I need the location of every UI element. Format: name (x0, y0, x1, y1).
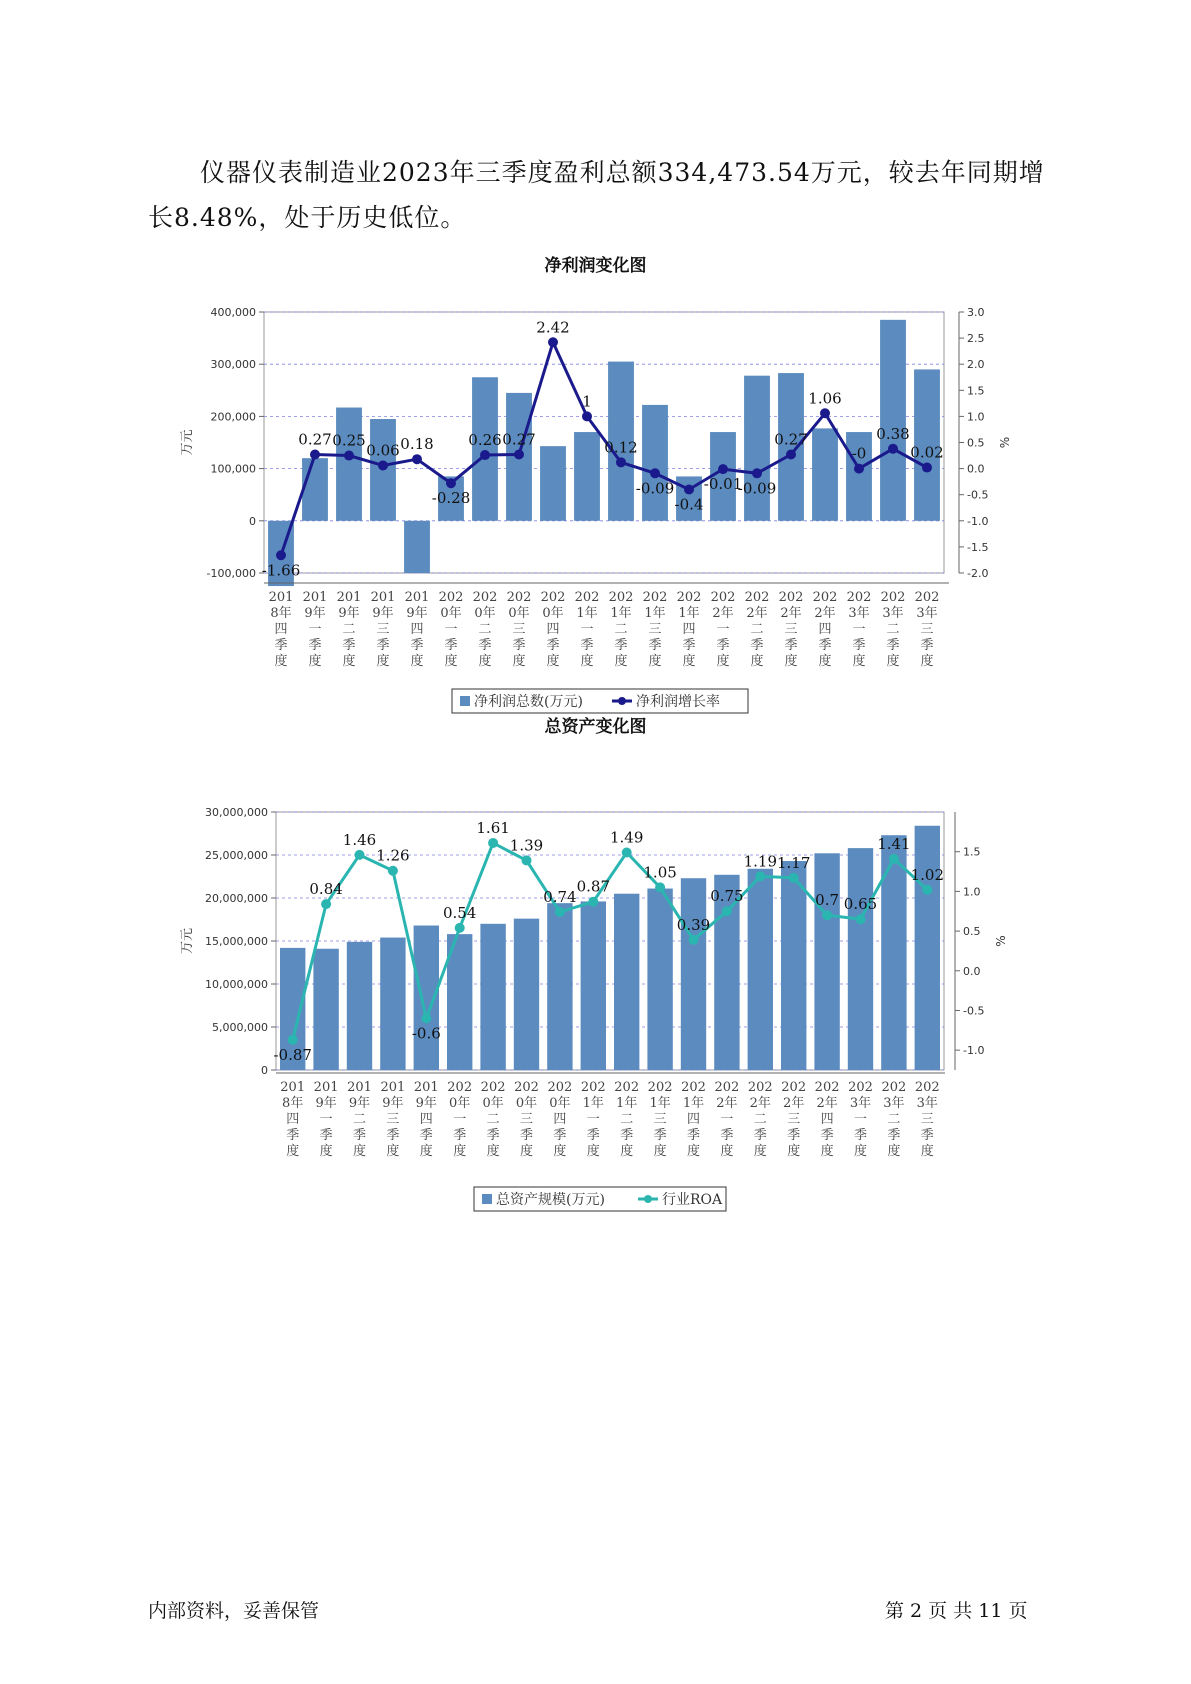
data-label-13: 0.39 (676, 915, 711, 934)
y-tick-label: 20,000,000 (205, 892, 268, 905)
data-label-1: -0.87 (273, 1045, 312, 1064)
data-label-6: 0.54 (442, 903, 477, 922)
legend-line-label: 净利润增长率 (636, 694, 720, 710)
x-tick-label-12: 202 1年三季度 (647, 1080, 673, 1159)
line-point-15 (755, 871, 765, 881)
data-label-3: 1.46 (342, 830, 377, 849)
y2-tick-label: 0.0 (963, 964, 981, 978)
line-point-14 (722, 906, 732, 916)
line-point-16 (789, 873, 799, 883)
bar-2 (313, 949, 338, 1070)
data-label-15: 1.19 (743, 852, 778, 871)
y-tick-label: 0 (261, 1064, 268, 1077)
data-label-12: -0.09 (635, 479, 675, 498)
line-point-19 (889, 854, 899, 864)
bar-3 (347, 942, 372, 1070)
y-tick-label: 300,000 (210, 358, 256, 372)
data-label-18: -0 (851, 444, 867, 463)
x-tick-label-14: 202 2年一季度 (710, 590, 736, 669)
y2-tick-label: 0.5 (963, 925, 981, 939)
y2-tick-label: 1.5 (967, 384, 985, 398)
data-label-9: 2.42 (536, 318, 570, 337)
bar-13 (681, 878, 706, 1070)
bar-19 (881, 835, 906, 1070)
y-tick-label: 0 (249, 514, 256, 528)
y2-tick-label: 1.5 (963, 845, 981, 859)
x-tick-label-12: 202 1年三季度 (642, 590, 668, 669)
x-tick-label-11: 202 1年二季度 (608, 590, 634, 669)
line-point-5 (421, 1013, 431, 1023)
data-label-8: 0.27 (502, 430, 536, 449)
data-label-11: 0.12 (604, 438, 638, 457)
data-label-9: 0.74 (543, 888, 577, 907)
data-label-19: 1.41 (877, 834, 911, 853)
line-point-12 (655, 882, 665, 892)
data-label-17: 1.06 (808, 389, 842, 408)
line-point-8 (522, 855, 532, 865)
y-tick-label: 100,000 (210, 462, 256, 476)
y2-tick-label: 0.5 (967, 436, 985, 450)
x-tick-label-13: 202 1年四季度 (681, 1080, 706, 1159)
data-label-10: 1 (582, 392, 592, 411)
legend-bar-label: 总资产规模(万元) (496, 1192, 605, 1208)
x-tick-label-2: 201 9年一季度 (302, 590, 328, 669)
x-tick-label-16: 202 2年三季度 (778, 590, 804, 669)
data-label-2: 0.84 (309, 880, 343, 899)
x-tick-label-13: 202 1年四季度 (676, 590, 702, 669)
y2-axis-title: % (994, 935, 1008, 947)
y2-tick-label: 1.0 (967, 410, 985, 424)
chart1-title: 净利润变化图 (544, 256, 647, 276)
y-tick-label: 400,000 (210, 306, 256, 319)
y2-tick-label: 2.5 (967, 332, 985, 346)
line-point-3 (355, 850, 365, 860)
legend-line-label: 行业ROA (662, 1192, 723, 1208)
x-tick-label-4: 201 9年三季度 (380, 1080, 406, 1159)
y2-tick-label: -0.5 (963, 1004, 985, 1018)
data-label-1: -1.66 (261, 561, 301, 580)
x-tick-label-8: 202 0年三季度 (514, 1080, 539, 1159)
chart2-title: 总资产变化图 (544, 717, 647, 737)
bar-9 (547, 903, 572, 1070)
y-tick-label: 25,000,000 (205, 849, 268, 862)
x-tick-label-3: 201 9年二季度 (336, 590, 362, 669)
data-label-11: 1.49 (609, 828, 644, 847)
report-paragraph: 仪器仪表制造业2023年三季度盈利总额334,473.54万元，较去年同期增长8.48%，处于历史低位。 (148, 158, 1045, 232)
y-axis-title: 万元 (180, 429, 195, 456)
y2-axis-title: % (998, 436, 1012, 449)
data-label-14: -0.01 (703, 475, 743, 494)
bar-16 (781, 861, 806, 1070)
x-tick-label-17: 202 2年四季度 (814, 1080, 840, 1159)
x-tick-label-7: 202 0年二季度 (480, 1080, 506, 1159)
data-label-13: -0.4 (674, 495, 704, 514)
x-tick-label-8: 202 0年三季度 (506, 590, 532, 669)
x-tick-label-10: 202 1年一季度 (574, 590, 600, 669)
y2-tick-label: -1.0 (963, 1044, 985, 1058)
line-point-6 (455, 923, 465, 933)
data-label-20: 1.02 (910, 865, 945, 884)
line-point-11 (622, 847, 632, 857)
data-label-14: 0.75 (710, 887, 744, 906)
legend-line-dot (644, 1195, 652, 1203)
x-tick-label-17: 202 2年四季度 (812, 590, 838, 669)
data-label-7: 1.61 (476, 818, 510, 837)
bar-11 (614, 894, 639, 1070)
x-tick-label-18: 202 3年一季度 (846, 590, 872, 669)
data-label-19: 0.38 (876, 424, 910, 443)
bar-18 (848, 848, 873, 1070)
data-label-12: 1.05 (643, 863, 677, 882)
y-tick-label: 5,000,000 (212, 1021, 268, 1034)
y-tick-label: 15,000,000 (205, 935, 268, 948)
line-point-13 (689, 935, 699, 945)
y2-tick-label: -2.0 (967, 567, 989, 580)
y2-tick-label: -1.0 (967, 514, 989, 528)
x-tick-label-16: 202 2年三季度 (781, 1080, 807, 1159)
y-tick-label: 200,000 (210, 410, 256, 424)
bar-17 (814, 853, 839, 1070)
x-tick-label-1: 201 8年四季度 (280, 1080, 306, 1159)
y-tick-label: -100,000 (206, 567, 256, 580)
line-point-4 (388, 866, 398, 876)
data-label-15: -0.09 (737, 479, 777, 498)
data-label-5: 0.18 (400, 435, 434, 454)
data-label-6: -0.28 (431, 489, 471, 508)
x-tick-label-18: 202 3年一季度 (848, 1080, 873, 1159)
bar-12 (647, 889, 672, 1070)
y2-tick-label: 2.0 (967, 358, 985, 372)
bar-10 (581, 901, 606, 1070)
footer-page-number: 第 2 页 共 11 页 (885, 1600, 1028, 1622)
bar-15 (748, 869, 773, 1070)
data-label-5: -0.6 (411, 1024, 441, 1043)
data-label-4: 1.26 (376, 846, 410, 865)
x-tick-label-10: 202 1年一季度 (580, 1080, 606, 1159)
x-tick-label-2: 201 9年一季度 (313, 1080, 339, 1159)
legend-bar-label: 净利润总数(万元) (474, 694, 583, 710)
y-axis-title: 万元 (180, 927, 195, 955)
x-tick-label-14: 202 2年一季度 (714, 1080, 740, 1159)
line-point-9 (555, 907, 565, 917)
y2-tick-label: 1.0 (963, 885, 981, 899)
x-tick-label-7: 202 0年二季度 (472, 590, 498, 669)
x-tick-label-20: 202 3年三季度 (914, 590, 940, 669)
data-label-8: 1.39 (509, 836, 544, 855)
x-tick-label-5: 201 9年四季度 (404, 590, 430, 669)
x-tick-label-9: 202 0年四季度 (540, 590, 566, 669)
y-tick-label: 30,000,000 (205, 806, 268, 819)
data-label-3: 0.25 (332, 431, 366, 450)
data-label-16: 0.27 (774, 430, 808, 449)
y2-tick-label: -1.5 (967, 540, 989, 554)
x-tick-label-1: 201 8年四季度 (268, 590, 294, 669)
line-point-10 (588, 897, 598, 907)
x-tick-label-19: 202 3年二季度 (881, 1080, 907, 1159)
legend-bar-swatch (482, 1194, 492, 1204)
data-label-4: 0.06 (366, 441, 400, 460)
x-tick-label-11: 202 1年二季度 (614, 1080, 640, 1159)
data-label-7: 0.26 (468, 431, 502, 450)
line-point-7 (488, 838, 498, 848)
x-tick-label-20: 202 3年三季度 (914, 1080, 940, 1159)
data-label-16: 1.17 (776, 853, 811, 872)
x-tick-label-6: 202 0年一季度 (438, 590, 464, 669)
y2-tick-label: -0.5 (967, 488, 989, 502)
bar-7 (480, 924, 505, 1070)
line-point-17 (822, 910, 832, 920)
data-label-2: 0.27 (298, 430, 332, 449)
x-tick-label-5: 201 9年四季度 (413, 1080, 439, 1159)
line-point-1 (288, 1035, 298, 1045)
line-point-2 (321, 899, 331, 909)
x-tick-label-19: 202 3年二季度 (880, 590, 906, 669)
bar-8 (514, 919, 539, 1070)
bar-20 (915, 826, 940, 1070)
data-label-18: 0.65 (843, 895, 878, 914)
data-label-10: 0.87 (576, 877, 611, 896)
y-tick-label: 10,000,000 (205, 978, 268, 991)
data-label-17: 0.7 (815, 891, 840, 910)
footer-confidential: 内部资料，妥善保管 (148, 1600, 320, 1622)
y2-tick-label: 0.0 (967, 462, 985, 476)
x-tick-label-3: 201 9年二季度 (347, 1080, 372, 1159)
line-point-20 (922, 885, 932, 895)
x-tick-label-4: 201 9年三季度 (370, 590, 396, 669)
line-point-18 (856, 914, 866, 924)
data-label-20: 0.02 (910, 443, 944, 462)
x-tick-label-15: 202 2年二季度 (747, 1080, 773, 1159)
x-tick-label-6: 202 0年一季度 (447, 1080, 473, 1159)
x-tick-label-9: 202 0年四季度 (547, 1080, 573, 1159)
y2-tick-label: 3.0 (967, 306, 985, 319)
x-tick-label-15: 202 2年二季度 (744, 590, 770, 669)
bar-4 (380, 938, 405, 1070)
